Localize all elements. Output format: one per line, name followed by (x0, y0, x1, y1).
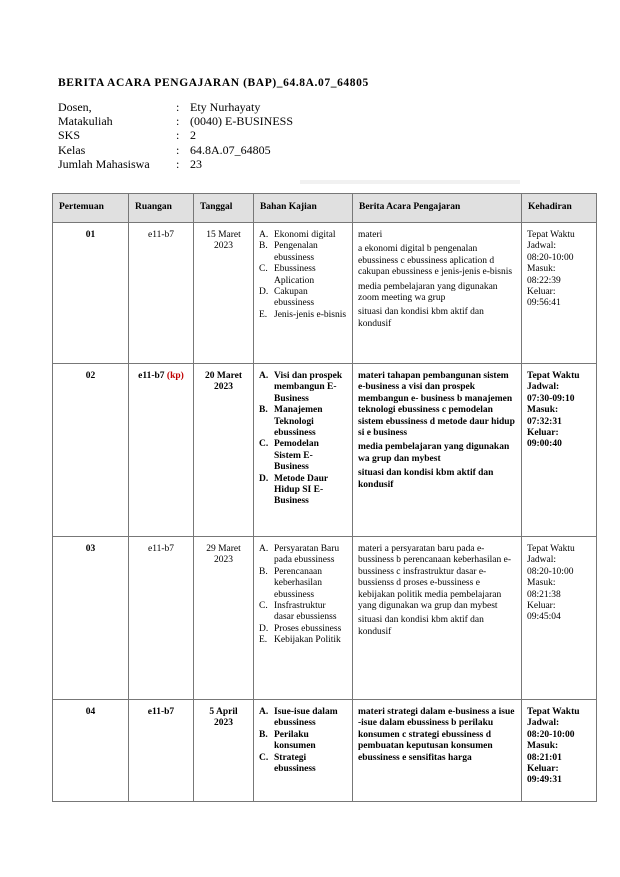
berita-acara-cell (353, 700, 522, 802)
info-value: 23 (190, 156, 202, 171)
bahan-kajian-cell (254, 223, 353, 364)
ruangan-cell (129, 537, 194, 700)
list-item (259, 474, 347, 508)
info-colon: : (176, 100, 180, 114)
list-text: Strategi ebussiness (274, 752, 316, 775)
list-text: Visi dan prospek membangun E-Business (274, 371, 343, 404)
kehadiran-value: 08:21:38 (527, 589, 561, 600)
header-tanggal: Tanggal (194, 194, 254, 223)
list-item (259, 371, 347, 405)
berita-acara-cell (353, 223, 522, 364)
info-value: (0040) E-BUSINESS (190, 114, 294, 129)
info-row-sks (58, 128, 293, 142)
header-berita-acara: Berita Acara Pengajaran (353, 194, 522, 223)
info-colon: : (176, 156, 180, 171)
decorative-shade (300, 180, 520, 184)
kehadiran-value: 08:20-10:00 (527, 729, 575, 740)
list-letter: B. (259, 241, 268, 252)
kehadiran-label: Keluar: (527, 428, 559, 439)
course-info (58, 100, 293, 171)
berita-acara-cell (353, 537, 522, 700)
kehadiran-value: 08:20-10:00 (527, 252, 574, 263)
document-title: BERITA ACARA PENGAJARAN (BAP)_64.8A.07_64805 (58, 77, 369, 89)
kehadiran-value: 09:56:41 (527, 298, 561, 309)
berita-paragraph: materi tahapan pembangunan sistem e-business a visi dan prospek membangun e- business b manajemen teknologi ebussiness c pemodelan sistem ebussiness d metode daur hidup si e business (358, 371, 515, 439)
ruangan-value: e11-b7 (147, 544, 175, 554)
list-letter: C. (259, 264, 268, 275)
pertemuan-cell: 01 (53, 223, 129, 364)
info-row-jumlah-mahasiswa (58, 157, 293, 171)
table-row (53, 223, 597, 364)
info-label: Matakuliah (58, 114, 113, 129)
kehadiran-status: Tepat Waktu (527, 371, 580, 381)
list-text: Perencanaan keberhasilan ebussiness (274, 566, 323, 600)
tanggal-cell: 15 Maret 2023 (194, 223, 254, 364)
info-label: Jumlah Mahasiswa (58, 156, 150, 171)
info-row-kelas (58, 143, 293, 157)
kehadiran-label: Keluar: (527, 601, 556, 612)
kehadiran-value: 08:22:39 (527, 275, 561, 286)
list-text: Persyaratan Baru pada ebussiness (274, 544, 340, 566)
bahan-list (259, 371, 347, 508)
bahan-list (259, 707, 347, 775)
list-item (259, 624, 347, 635)
kehadiran-value: 09:00:40 (527, 439, 562, 450)
berita-paragraph: materi strategi dalam e-business a isue -isue dalam ebussiness b perilaku konsumen c strategi ebussiness d pembuatan keputusan konsumen ebussiness e sensifitas harga (358, 707, 515, 763)
ruangan-cell (129, 364, 194, 537)
header-kehadiran: Kehadiran (522, 194, 597, 223)
list-text: Kebijakan Politik (274, 635, 341, 646)
list-item (259, 601, 347, 624)
ruangan-cell (129, 223, 194, 364)
list-letter: D. (259, 287, 269, 298)
kehadiran-label: Keluar: (527, 287, 556, 298)
bahan-list (259, 544, 347, 647)
list-item (259, 730, 347, 753)
pertemuan-cell: 02 (53, 364, 129, 537)
kehadiran-label: Jadwal: (527, 555, 557, 566)
list-text: Jenis-jenis e-bisnis (274, 309, 347, 320)
list-text: Ebussiness Aplication (274, 264, 316, 286)
list-letter: D. (259, 473, 269, 484)
list-letter: E. (259, 309, 268, 320)
table-header-row (53, 194, 597, 223)
kehadiran-status: Tepat Waktu (527, 707, 580, 717)
list-letter: D. (259, 623, 269, 634)
kehadiran-value: 07:30-09:10 (527, 393, 575, 404)
bap-table (52, 193, 597, 802)
pertemuan-cell: 03 (53, 537, 129, 700)
info-value: Ety Nurhayaty (190, 100, 261, 114)
kehadiran-value: 09:49:31 (527, 775, 562, 786)
berita-paragraph: situasi dan kondisi kbm aktif dan kondusif (358, 615, 484, 637)
kehadiran-label: Jadwal: (527, 382, 560, 393)
info-row-dosen (58, 100, 293, 114)
info-row-matakuliah (58, 114, 293, 128)
list-text: Metode Daur Hidup SI E-Business (274, 473, 328, 507)
tanggal-cell: 29 Maret 2023 (194, 537, 254, 700)
berita-acara-cell (353, 364, 522, 537)
list-letter: C. (259, 601, 268, 612)
ruangan-value: e11-b7 (147, 230, 175, 240)
kehadiran-value: 08:21:01 (527, 752, 562, 763)
list-text: Pengenalan ebussiness (274, 241, 318, 263)
berita-paragraph: situasi dan kondisi kbm aktif dan kondusif (358, 307, 484, 329)
list-letter: B. (259, 405, 268, 416)
list-item (259, 753, 347, 776)
info-colon: : (176, 114, 180, 129)
berita-paragraph: media pembelajaran yang digunakan zoom meeting wa grup (358, 281, 498, 304)
kehadiran-label: Masuk: (527, 741, 559, 752)
ruangan-value: e11-b7 (147, 707, 175, 717)
header-ruangan: Ruangan (129, 194, 194, 223)
header-bahan-kajian: Bahan Kajian (254, 194, 353, 223)
table-row (53, 700, 597, 802)
info-colon: : (176, 142, 180, 157)
list-letter: E. (259, 635, 268, 646)
list-item (259, 567, 347, 601)
info-label: Kelas (58, 142, 86, 157)
kehadiran-cell (522, 364, 597, 537)
kehadiran-cell (522, 537, 597, 700)
list-item (259, 544, 347, 567)
list-item (259, 439, 347, 473)
list-item (259, 405, 347, 439)
table-row (53, 364, 597, 537)
kehadiran-label: Jadwal: (527, 718, 560, 729)
kehadiran-label: Masuk: (527, 264, 556, 275)
list-item (259, 230, 347, 241)
list-item (259, 264, 347, 287)
list-letter: C. (259, 752, 269, 763)
list-letter: A. (259, 371, 269, 381)
info-label: SKS (58, 128, 81, 143)
table-row (53, 537, 597, 700)
list-text: Insfrastruktur dasar ebussienss (274, 601, 337, 623)
list-text: Manajemen Teknologi ebussiness (274, 405, 323, 439)
list-item (259, 287, 347, 310)
list-letter: A. (259, 707, 269, 717)
kehadiran-cell (522, 700, 597, 802)
kehadiran-value: 09:45:04 (527, 612, 561, 623)
list-letter: B. (259, 729, 268, 740)
pertemuan-cell: 04 (53, 700, 129, 802)
bahan-list (259, 230, 347, 321)
berita-paragraph: materi (358, 230, 383, 240)
kehadiran-label: Jadwal: (527, 241, 557, 252)
kehadiran-value: 08:20-10:00 (527, 566, 574, 577)
bahan-kajian-cell (254, 700, 353, 802)
tanggal-cell: 5 April 2023 (194, 700, 254, 802)
kehadiran-status: Tepat Waktu (527, 230, 575, 240)
list-letter: A. (259, 230, 269, 240)
list-text: Proses ebussiness (274, 623, 342, 634)
kehadiran-label: Masuk: (527, 578, 556, 589)
berita-paragraph: situasi dan kondisi kbm aktif dan kondusif (358, 468, 494, 490)
kehadiran-cell (522, 223, 597, 364)
tanggal-cell: 20 Maret 2023 (194, 364, 254, 537)
berita-paragraph: materi a persyaratan baru pada e-bussiness b perencanaan keberhasilan e-bussiness c insfrastruktur dasar e-bussienss d proses e-bussiness e kebijakan politik media pembelajaran yang digunakan wa grup dan mybest (358, 544, 511, 612)
list-letter: C. (259, 439, 269, 450)
header-pertemuan: Pertemuan (53, 194, 129, 223)
kehadiran-label: Keluar: (527, 764, 559, 775)
list-item (259, 707, 347, 730)
list-text: Cakupan ebussiness (274, 287, 315, 309)
berita-paragraph: a ekonomi digital b pengenalan ebussiness c ebussiness aplication d cakupan ebussiness e jenis-jenis e-bisnis (358, 244, 513, 278)
list-item (259, 635, 347, 646)
bahan-kajian-cell (254, 537, 353, 700)
ruangan-value: e11-b7 (138, 371, 165, 381)
list-text: Isue-isue dalam ebussiness (274, 707, 338, 729)
bahan-kajian-cell (254, 364, 353, 537)
list-letter: B. (259, 566, 268, 577)
list-letter: A. (259, 544, 269, 554)
list-text: Pemodelan Sistem E-Business (274, 439, 319, 473)
info-value: 64.8A.07_64805 (190, 142, 271, 157)
ruangan-cell (129, 700, 194, 802)
info-label: Dosen, (58, 100, 92, 114)
info-colon: : (176, 128, 180, 143)
list-text: Perilaku konsumen (274, 729, 316, 752)
kehadiran-value: 07:32:31 (527, 416, 562, 427)
berita-paragraph: media pembelajaran yang digunakan wa grup dan mybest (358, 442, 510, 464)
list-item (259, 241, 347, 264)
ruangan-note: (kp) (166, 371, 184, 381)
kehadiran-label: Masuk: (527, 405, 559, 416)
info-value: 2 (190, 128, 196, 143)
list-item (259, 310, 347, 321)
list-text: Ekonomi digital (274, 230, 336, 240)
kehadiran-status: Tepat Waktu (527, 544, 575, 554)
